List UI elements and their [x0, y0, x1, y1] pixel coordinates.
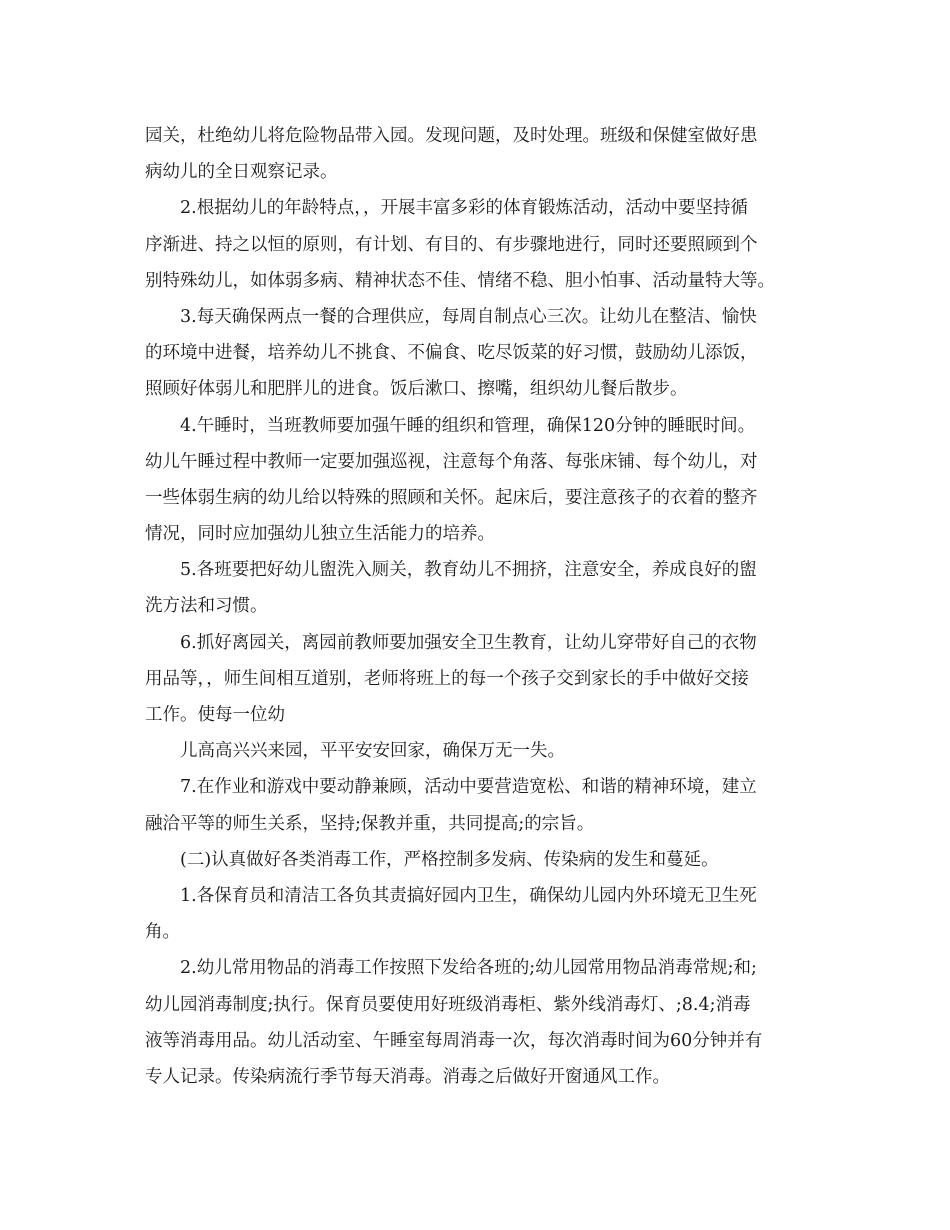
text-line: 序渐进、持之以恒的原则，有计划、有目的、有步骤地进行，同时还要照顾到个 — [145, 234, 758, 255]
text-line: 儿高高兴兴来园，平平安安回家，确保万无一失。 — [180, 741, 565, 762]
text-line: 3.每天确保两点一餐的合理供应，每周自制点心三次。让幼儿在整洁、愉快 — [180, 306, 757, 327]
text-line: 一些体弱生病的幼儿给以特殊的照顾和关怀。起床后，要注意孩子的衣着的整齐 — [145, 487, 758, 508]
text-line: 角。 — [145, 922, 180, 943]
text-line: 幼儿园消毒制度;执行。保育员要使用好班级消毒柜、紫外线消毒灯、;8.4;消毒 — [145, 994, 751, 1015]
text-line: 2.根据幼儿的年龄特点，，开展丰富多彩的体育锻炼活动，活动中要坚持循 — [180, 198, 748, 219]
text-line: 照顾好体弱儿和肥胖儿的进食。饭后漱口、擦嘴，组织幼儿餐后散步。 — [145, 379, 688, 400]
text-line: 园关，杜绝幼儿将危险物品带入园。发现问题，及时处理。班级和保健室做好患 — [145, 126, 758, 146]
text-line: (二)认真做好各类消毒工作，严格控制多发病、传染病的发生和蔓延。 — [180, 849, 719, 870]
text-line: 6.抓好离园关，离园前教师要加强安全卫生教育，让幼儿穿带好自己的衣物 — [180, 632, 757, 653]
text-line: 7.在作业和游戏中要动静兼顾，活动中要营造宽松、和谐的精神环境，建立 — [180, 777, 757, 798]
text-line: 别特殊幼儿，如体弱多病、精神状态不佳、情绪不稳、胆小怕事、活动量特大等。 — [145, 270, 775, 291]
text-line: 洗方法和习惯。 — [145, 596, 268, 617]
text-line: 5.各班要把好幼儿盥洗入厕关，教育幼儿不拥挤，注意安全，养成良好的盥 — [180, 560, 757, 581]
text-line: 情况，同时应加强幼儿独立生活能力的培养。 — [145, 524, 495, 545]
document-body — [145, 118, 810, 1095]
text-line: 融洽平等的师生关系，坚持;保教并重，共同提高;的宗旨。 — [145, 813, 595, 834]
text-line: 工作。使每一位幼 — [145, 705, 285, 725]
text-line: 的环境中进餐，培养幼儿不挑食、不偏食、吃尽饭菜的好习惯，鼓励幼儿添饭， — [145, 343, 758, 364]
text-line: 2.幼儿常用物品的消毒工作按照下发给各班的;幼儿园常用物品消毒常规;和; — [180, 958, 757, 979]
text-line: 4.午睡时，当班教师要加强午睡的组织和管理，确保120分钟的睡眠时间。 — [180, 415, 756, 436]
text-line: 病幼儿的全日观察记录。 — [145, 162, 338, 183]
text-line: 液等消毒用品。幼儿活动室、午睡室每周消毒一次，每次消毒时间为60分钟并有 — [145, 1030, 763, 1051]
text-line: 1.各保育员和清洁工各负其责搞好园内卫生，确保幼儿园内外环境无卫生死 — [180, 885, 757, 906]
text-line: 专人记录。传染病流行季节每天消毒。消毒之后做好开窗通风工作。 — [145, 1066, 670, 1087]
text-line: 用品等，，师生间相互道别，老师将班上的每一个孩子交到家长的手中做好交接 — [145, 668, 749, 689]
text-line: 幼儿午睡过程中教师一定要加强巡视，注意每个角落、每张床铺、每个幼儿，对 — [145, 451, 758, 472]
